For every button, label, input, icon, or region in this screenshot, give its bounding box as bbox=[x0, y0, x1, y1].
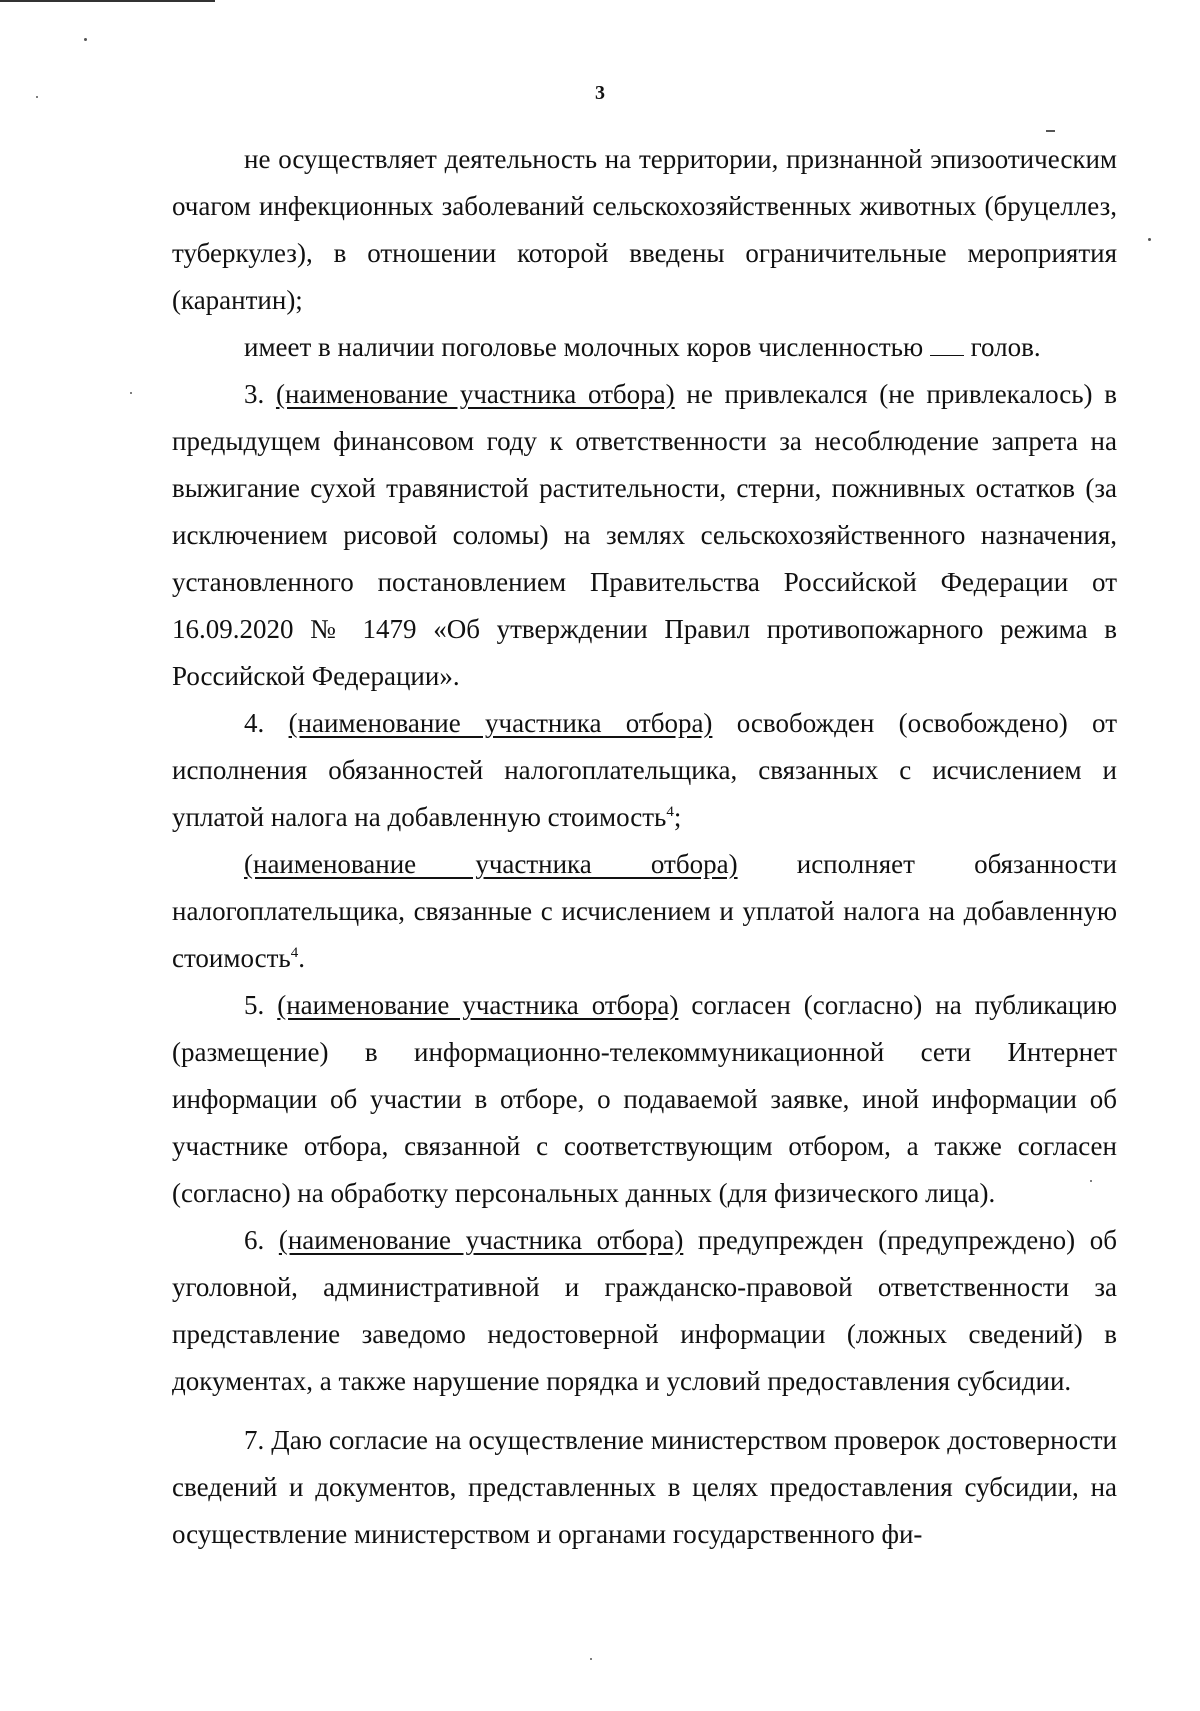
item-number: 4. bbox=[244, 708, 265, 738]
paragraph-item-4 bbox=[172, 700, 1117, 841]
paragraph-text: освобожден (освобождено) от исполнения обязанностей налогоплательщика, связанных с исчислением и уплатой налога на добавленную стоимость bbox=[172, 708, 1117, 832]
participant-name-placeholder: (наименование участника отбора) bbox=[288, 708, 713, 738]
paragraph-quarantine bbox=[172, 136, 1117, 324]
paragraph-tail: . bbox=[298, 943, 305, 973]
item-number: 5. bbox=[244, 990, 265, 1020]
paragraph-tail: ; bbox=[673, 802, 682, 832]
paragraph-text: исполняет обязанности налогоплательщика, связанные с исчислением и уплатой налога на добавленную стоимость bbox=[172, 849, 1118, 973]
participant-name-placeholder: (наименование участника отбора) bbox=[244, 849, 738, 879]
scan-speck bbox=[590, 1658, 592, 1660]
paragraph-item-6 bbox=[172, 1217, 1117, 1405]
fill-in-blank bbox=[930, 337, 964, 356]
scan-edge-line bbox=[0, 0, 215, 2]
paragraph-item-7 bbox=[172, 1417, 1117, 1558]
document-body bbox=[172, 136, 1117, 1558]
paragraph-vat-payer bbox=[172, 841, 1117, 982]
paragraph-text: не привлекался (не привлекалось) в предыдущем финансовом году к ответственности за несоблюдение запрета на выжигание сухой травянистой растительности, стерни, пожнивных остатков (за исключением рисовой соломы) на землях сельскохозяйственного назначения, установленного постановлением Правительства Российской Федерации от 16.09.2020 № 1479 «Об утверждении Правил противопожарного режима в Российской Федерации». bbox=[172, 379, 1118, 691]
footnote-marker: 4 bbox=[666, 804, 674, 820]
paragraph-text: предупрежден (предупреждено) об уголовной, административной и гражданско-правовой ответственности за представление заведомо недостоверной информации (ложных сведений) в документах, а также нарушение порядка и условий предоставления субсидии. bbox=[172, 1225, 1117, 1396]
scan-speck bbox=[36, 96, 38, 98]
scan-speck bbox=[1046, 130, 1055, 132]
paragraph-text: голов. bbox=[970, 332, 1041, 362]
paragraph-text: согласен (согласно) на публикацию (размещение) в информационно-телекоммуникационной сети Интернет информации об участии в отборе, о подаваемой заявке, иной информации об участнике отбора, связанной с соответствующим отбором, а также согласен (согласно) на обработку персональных данных (для физического лица). bbox=[172, 990, 1118, 1208]
participant-name-placeholder: (наименование участника отбора) bbox=[278, 1225, 684, 1255]
paragraph-item-3 bbox=[172, 371, 1117, 700]
scan-speck bbox=[130, 392, 132, 394]
scan-speck bbox=[84, 38, 87, 41]
item-number: 6. bbox=[244, 1225, 265, 1255]
paragraph-text: имеет в наличии поголовье молочных коров численностью bbox=[244, 332, 924, 362]
paragraph-text: не осуществляет деятельность на территории, признанной эпизоотическим очагом инфекционных заболеваний сельскохозяйственных животных (бруцеллез, туберкулез), в отношении которой введены ограничительные мероприятия (карантин); bbox=[172, 144, 1117, 315]
participant-name-placeholder: (наименование участника отбора) bbox=[277, 990, 679, 1020]
paragraph-item-5 bbox=[172, 982, 1117, 1217]
paragraph-herd-size bbox=[172, 324, 1117, 371]
participant-name-placeholder: (наименование участника отбора) bbox=[275, 379, 675, 409]
footnote-marker: 4 bbox=[290, 945, 299, 961]
page-number: 3 bbox=[595, 82, 605, 104]
scan-speck bbox=[1148, 238, 1151, 241]
paragraph-text: 7. Даю согласие на осуществление министерством проверок достоверности сведений и документов, представленных в целях предоставления субсидии, на осуществление министерством и органами государственного фи- bbox=[172, 1425, 1117, 1549]
item-number: 3. bbox=[244, 379, 265, 409]
